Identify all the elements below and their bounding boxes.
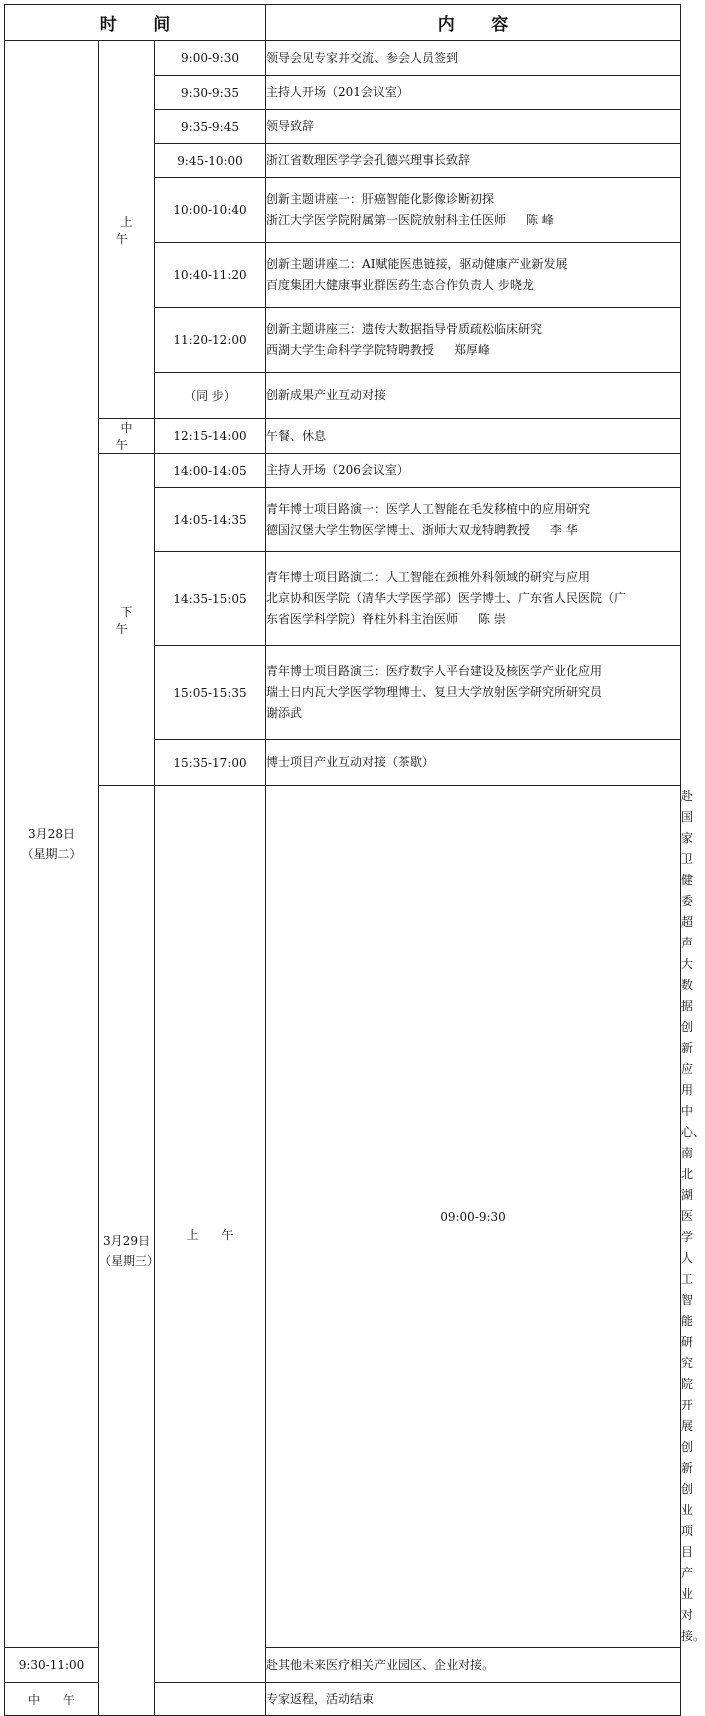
time-cell: 9:35-9:45	[155, 110, 266, 144]
agenda-item: 创新主题讲座二：AI赋能医患链接，驱动健康产业新发展 百度集团大健康事业群医药生态合作负责人 步晓龙	[266, 243, 681, 308]
time-cell: 14:05-14:35	[155, 488, 266, 552]
agenda-item: 青年博士项目路演二：人工智能在颈椎外科领域的研究与应用 北京协和医学院（清华大学医学部）医学博士、广东省人民医院（广 东省医学科学院）脊柱外科主治医师 陈 崇	[266, 552, 681, 646]
time-cell: （同 步）	[155, 373, 266, 419]
weekday-day2: （星期三）	[99, 1253, 160, 1268]
schedule-table: 时 间 内 容 3月28日 （星期二） 上 午 9:00-9:30 领导会见专家并交流、参会人员签到 9:30-9:35 主持人开场（201会议室） 9:35-9:45 领导致辞 9:45-10:00 浙江省数理医学学会孔德兴理事长致辞 10:00-10:40 创新主题讲座一：肝癌智能化影像诊断初探 浙江大学医学院附属第一医院放射科主任医师 陈 峰 10:40-11:20 创新主题讲座二：AI赋能医患链接，驱动健康产业新发展 百度集团大健康事业群医药生态合作负责人 步晓龙 11:20-12:00 创新主题讲座三：遗传大数据指导骨质疏松临床研究 西湖大学生命科学学院特聘教授 郑厚峰 （同 步） 创新成果产业互动对接 中 午 12:15-14:00 午餐、休息 下 午 14:00-14:05 主持人开场（206会议室） 14:05-14:35 青年博士项目路演一：医学人工智能在毛发移植中的应用研究 德国汉堡大学生物医学博士、浙师大双龙特聘教授 李 华 14:35-15:05 青年博士项目路演二：人工智能在颈椎外科领域的研究与应用 北京协和医学院（清华大学医学部）医学博士、广东省人民医院（广 东省医学科学院）脊柱外科主治医师 陈 崇 15:05-15:35 青年博士项目路演三：医疗数字人平台建设及核医学产业化应用 瑞士日内瓦大学医学物理博士、复旦大学放射医学研究所研究员 谢添武 15:35-17:00 博士项目产业互动对接（茶歇） 3月29日 （星期三） 上 午 09:00-9:30 赴国家卫健委超声大数据创新应用中心、南北湖医学人工智能研究院开展创新创业项目产业对接。 9:30-11:00 赴其他未来医疗相关产业园区、企业对接。 中 午 专家返程，活动结束	[4, 4, 681, 1716]
agenda-item: 青年博士项目路演三：医疗数字人平台建设及核医学产业化应用 瑞士日内瓦大学医学物理博士、复旦大学放射医学研究所研究员 谢添武	[266, 646, 681, 740]
period-noon-day2: 中 午	[5, 1683, 99, 1716]
period-afternoon-day1: 下 午	[99, 454, 155, 786]
agenda-item: 创新主题讲座三：遗传大数据指导骨质疏松临床研究 西湖大学生命科学学院特聘教授 郑厚峰	[266, 308, 681, 373]
speaker-name: 李 华	[550, 522, 578, 537]
time-cell: 10:00-10:40	[155, 178, 266, 243]
agenda-item: 青年博士项目路演一：医学人工智能在毛发移植中的应用研究 德国汉堡大学生物医学博士、浙师大双龙特聘教授 李 华	[266, 488, 681, 552]
time-cell	[155, 1683, 266, 1716]
date-cell-day1	[5, 41, 99, 1648]
speaker-name: 陈 崇	[478, 612, 506, 626]
agenda-item: 领导致辞	[266, 110, 681, 144]
time-cell: 12:15-14:00	[155, 419, 266, 454]
weekday-day1: （星期二）	[21, 847, 82, 861]
agenda-item: 专家返程，活动结束	[266, 1683, 681, 1716]
date-day1: 3月28日	[28, 827, 75, 841]
speaker-name: 郑厚峰	[454, 343, 491, 357]
content-column-header: 内 容	[266, 5, 681, 41]
agenda-item: 浙江省数理医学学会孔德兴理事长致辞	[266, 144, 681, 178]
agenda-item: 博士项目产业互动对接（茶歇）	[266, 740, 681, 786]
agenda-item: 创新成果产业互动对接	[266, 373, 681, 419]
time-cell: 9:45-10:00	[155, 144, 266, 178]
time-cell: 11:20-12:00	[155, 308, 266, 373]
time-column-header: 时 间	[5, 5, 266, 41]
agenda-item: 领导会见专家并交流、参会人员签到	[266, 41, 681, 76]
agenda-item: 创新主题讲座一：肝癌智能化影像诊断初探 浙江大学医学院附属第一医院放射科主任医师 陈 峰	[266, 178, 681, 243]
time-cell: 9:30-9:35	[155, 76, 266, 110]
time-cell: 9:00-9:30	[155, 41, 266, 76]
agenda-item: 主持人开场（201会议室）	[266, 76, 681, 110]
time-cell: 14:35-15:05	[155, 552, 266, 646]
period-noon-day1: 中 午	[99, 419, 155, 454]
time-cell: 15:05-15:35	[155, 646, 266, 740]
time-cell: 10:40-11:20	[155, 243, 266, 308]
agenda-item: 主持人开场（206会议室）	[266, 454, 681, 488]
date-cell-day2	[99, 786, 160, 1716]
date-day2: 3月29日	[103, 1233, 150, 1248]
speaker-name: 陈 峰	[526, 213, 554, 227]
time-cell: 9:30-11:00	[5, 1648, 99, 1683]
period-morning-day1: 上 午	[99, 41, 155, 419]
time-cell: 15:35-17:00	[155, 740, 266, 786]
period-morning-day2: 上 午	[155, 786, 266, 1683]
agenda-item: 午餐、休息	[266, 419, 681, 454]
agenda-item: 赴其他未来医疗相关产业园区、企业对接。	[266, 1648, 681, 1683]
time-cell: 09:00-9:30	[266, 786, 681, 1648]
time-cell: 14:00-14:05	[155, 454, 266, 488]
